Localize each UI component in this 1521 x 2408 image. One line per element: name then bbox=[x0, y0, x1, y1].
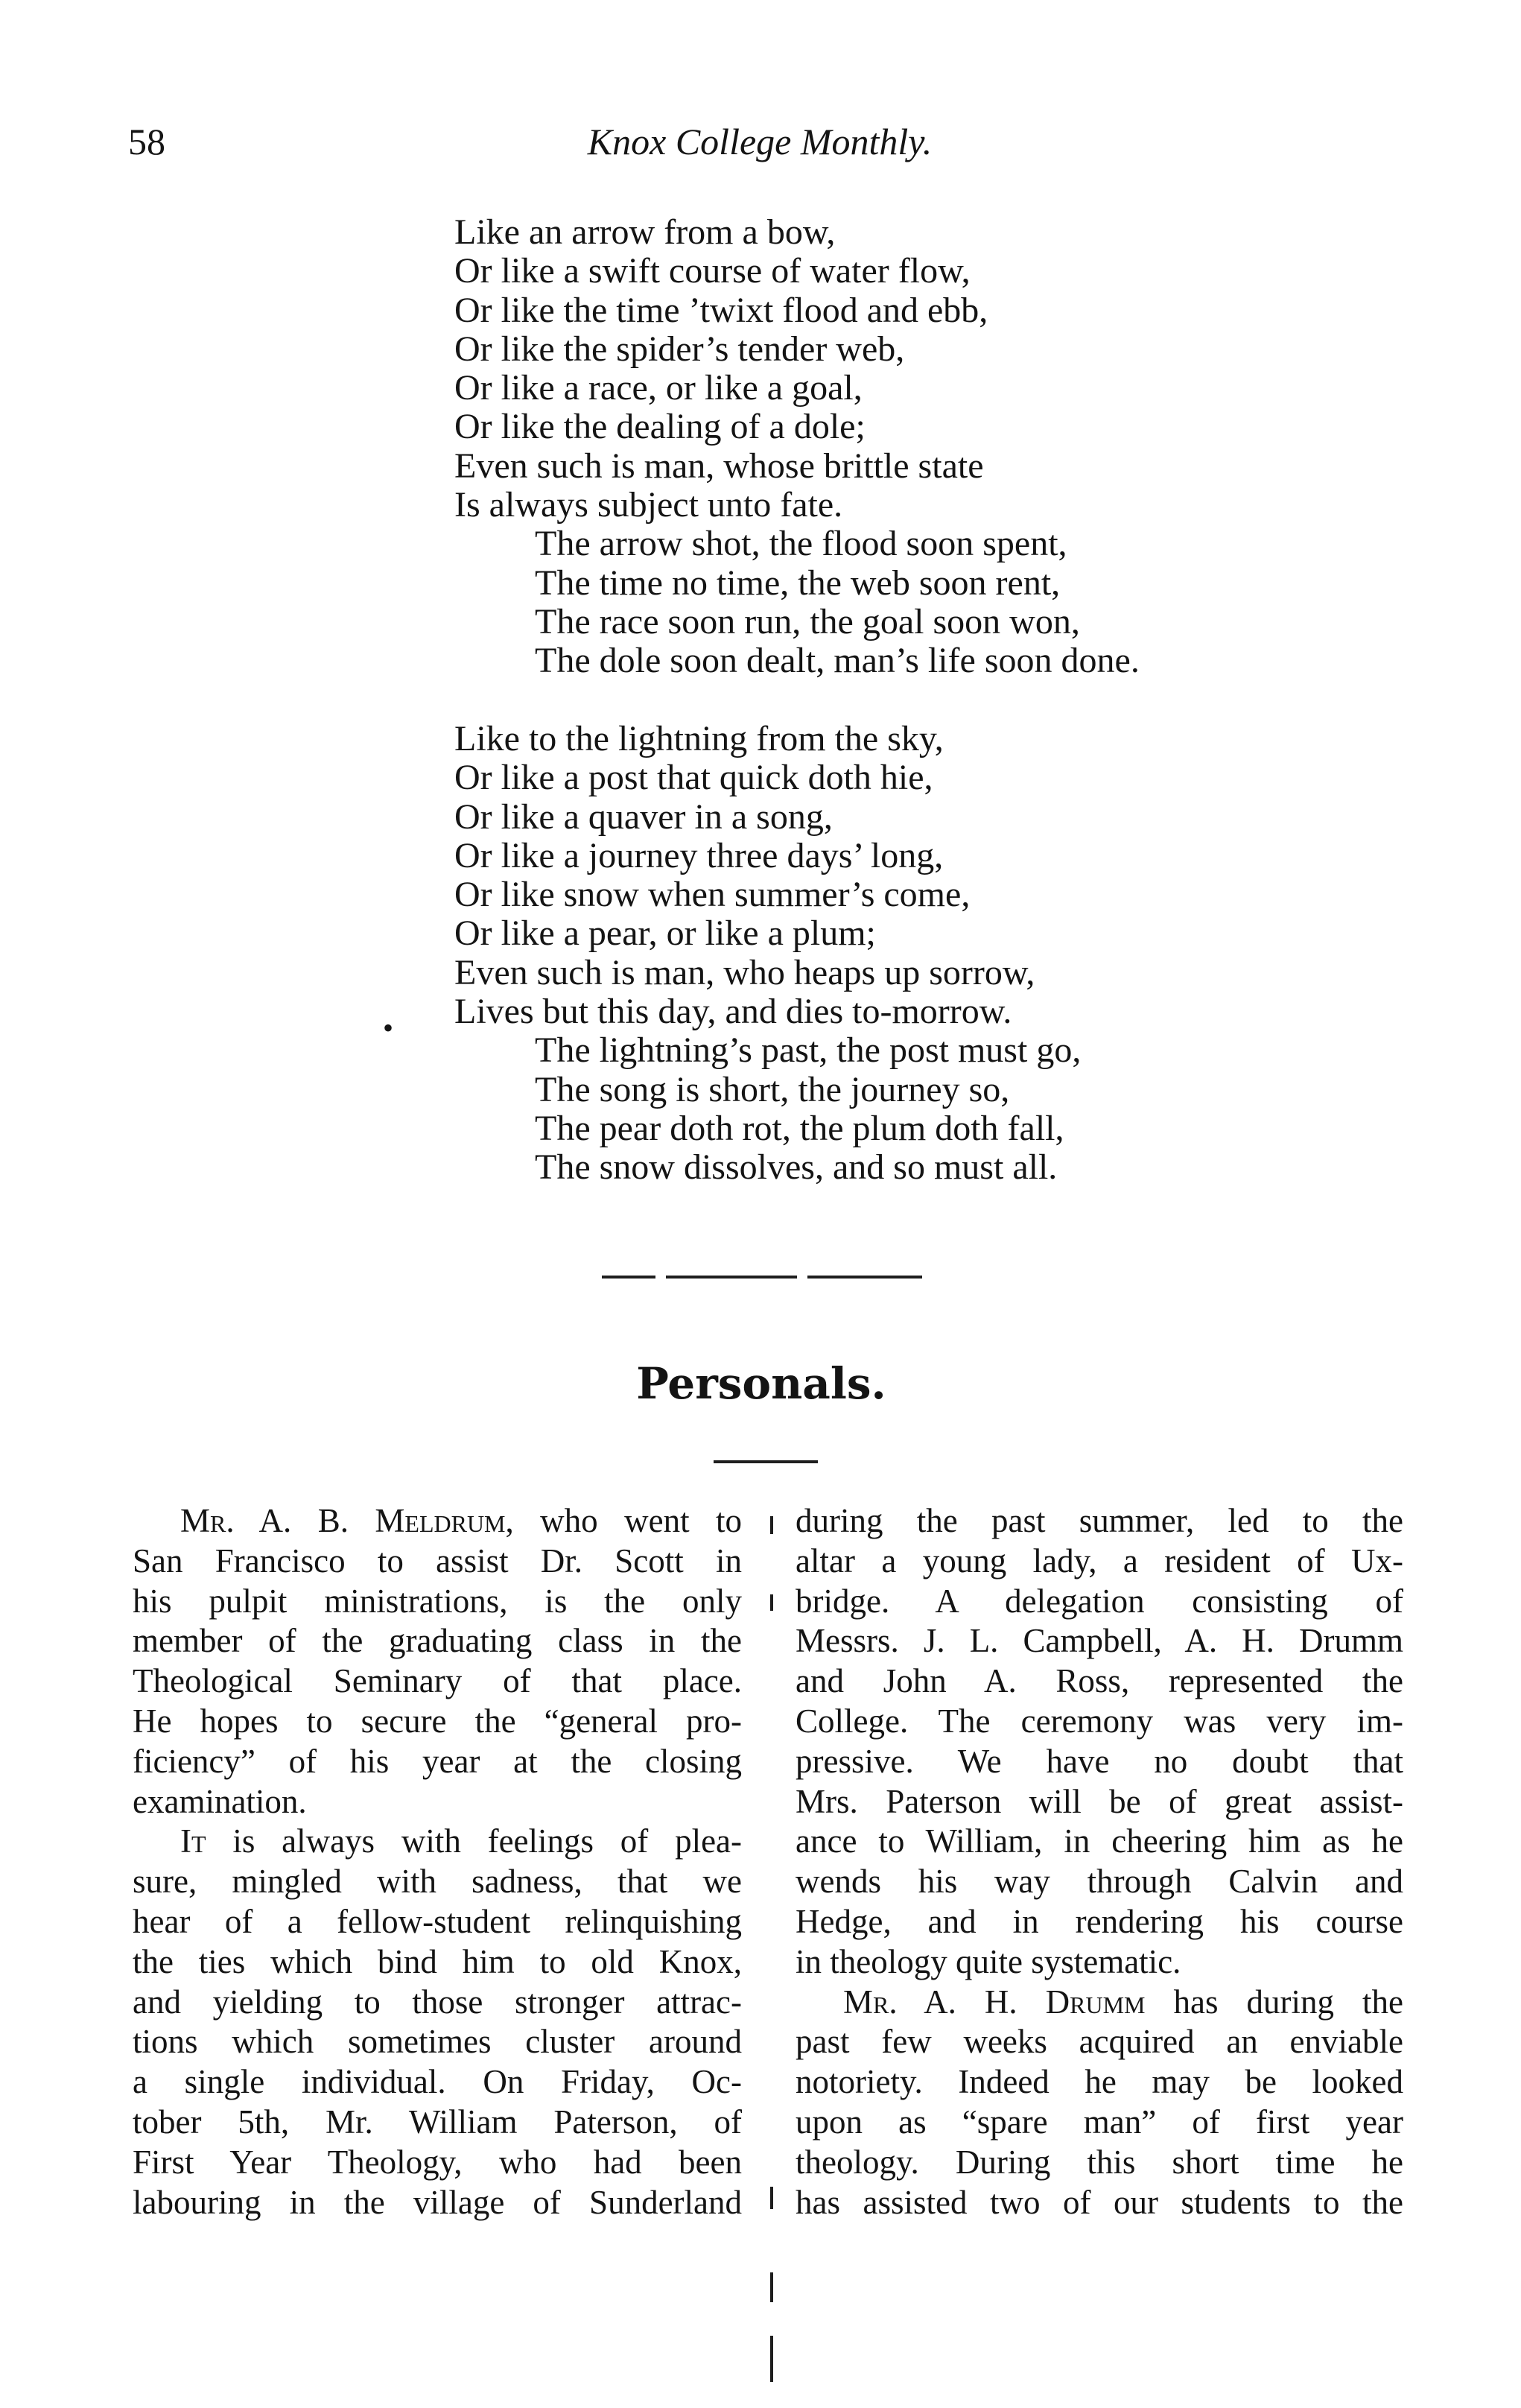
poem-line: Or like snow when summer’s come, bbox=[454, 875, 971, 915]
person-name: Mr. A. B. Meldrum, bbox=[180, 1502, 514, 1539]
text-line: a single individual. On Friday, Oc- bbox=[133, 2063, 742, 2101]
poem-line: Is always subject unto fate. bbox=[454, 485, 843, 525]
poem-line: The race soon run, the goal soon won, bbox=[535, 601, 1080, 641]
poem-line: The dole soon dealt, man’s life soon done. bbox=[535, 641, 1140, 681]
divider-gap bbox=[797, 1273, 807, 1281]
text-line: theology. During this short time he bbox=[796, 2143, 1403, 2181]
text-line: past few weeks acquired an enviable bbox=[796, 2023, 1403, 2061]
margin-mark: • bbox=[383, 1011, 394, 1045]
poem-line: Lives but this day, and dies to-morrow. bbox=[454, 992, 1012, 1032]
poem-stanza-2 bbox=[454, 720, 1423, 1188]
text-line bbox=[796, 1983, 1403, 2023]
text-line: sure, mingled with sadness, that we bbox=[133, 1863, 742, 1901]
left-column bbox=[133, 1501, 742, 2222]
text-line: He hopes to secure the “general pro- bbox=[133, 1702, 742, 1740]
poem-line: Like to the lightning from the sky, bbox=[454, 719, 944, 758]
text-line: bridge. A delegation consisting of bbox=[796, 1582, 1403, 1620]
column-rule bbox=[770, 1594, 773, 1611]
text-line: First Year Theology, who had been bbox=[133, 2143, 742, 2181]
text-line: Theological Seminary of that place. bbox=[133, 1662, 742, 1700]
poem-line: Or like the spider’s tender web, bbox=[454, 329, 905, 369]
text-line bbox=[133, 1822, 742, 1862]
column-rule bbox=[770, 2336, 773, 2382]
text-line: Mrs. Paterson will be of great assist- bbox=[796, 1782, 1403, 1820]
text-line: his pulpit ministrations, is the only bbox=[133, 1582, 742, 1620]
text-line: the ties which bind him to old Knox, bbox=[133, 1942, 742, 1980]
text-line bbox=[133, 1501, 742, 1542]
poem-line: Or like a swift course of water flow, bbox=[454, 251, 971, 291]
page-number: 58 bbox=[128, 121, 165, 162]
poem-line: The song is short, the journey so, bbox=[535, 1069, 1010, 1109]
text-line: labouring in the village of Sunderland bbox=[133, 2183, 742, 2221]
divider-gap bbox=[655, 1273, 666, 1281]
running-title: Knox College Monthly. bbox=[587, 121, 933, 162]
poem-stanza-1 bbox=[454, 213, 1423, 681]
text-fragment: is always with feelings of plea- bbox=[206, 1822, 742, 1860]
section-divider bbox=[602, 1276, 922, 1279]
poem-line: The lightning’s past, the post must go, bbox=[535, 1030, 1082, 1071]
text-line: Hedge, and in rendering his course bbox=[796, 1902, 1403, 1940]
poem-line: Or like the time ’twixt flood and ebb, bbox=[454, 290, 988, 330]
poem-line: The arrow shot, the flood soon spent, bbox=[535, 524, 1067, 564]
column-rule bbox=[770, 2187, 773, 2209]
column-rule bbox=[770, 2272, 773, 2302]
poem-line: Or like a post that quick doth hie, bbox=[454, 758, 933, 798]
text-line: San Francisco to assist Dr. Scott in bbox=[133, 1542, 742, 1580]
person-name: Mr. A. H. Drumm bbox=[843, 1983, 1146, 2021]
text-line: examination. bbox=[133, 1782, 307, 1820]
text-fragment: who went to bbox=[513, 1502, 742, 1539]
poem-line: Or like a pear, or like a plum; bbox=[454, 913, 876, 954]
text-line: and John A. Ross, represented the bbox=[796, 1662, 1403, 1700]
text-line: during the past summer, led to the bbox=[796, 1502, 1403, 1539]
text-line: ficiency” of his year at the closing bbox=[133, 1742, 742, 1780]
poem-line: The snow dissolves, and so must all. bbox=[535, 1147, 1058, 1188]
text-line: pressive. We have no doubt that bbox=[796, 1742, 1403, 1780]
text-line: altar a young lady, a resident of Ux- bbox=[796, 1542, 1403, 1580]
poem-line: Or like a quaver in a song, bbox=[454, 796, 833, 837]
section-title: Personals. bbox=[636, 1358, 886, 1409]
poem-line: Even such is man, who heaps up sorrow, bbox=[454, 952, 1035, 992]
text-fragment: has during the bbox=[1145, 1983, 1403, 2021]
poem-line: The time no time, the web soon rent, bbox=[535, 563, 1061, 603]
text-line: College. The ceremony was very im- bbox=[796, 1702, 1403, 1740]
poem-line: Or like a journey three days’ long, bbox=[454, 835, 944, 875]
text-line: ance to William, in cheering him as he bbox=[796, 1822, 1403, 1860]
poem-line: Or like a race, or like a goal, bbox=[454, 368, 863, 408]
lead-word: It bbox=[180, 1822, 206, 1860]
text-line: hear of a fellow-student relinquishing bbox=[133, 1902, 742, 1940]
text-line: tions which sometimes cluster around bbox=[133, 2023, 742, 2061]
text-line: notoriety. Indeed he may be looked bbox=[796, 2063, 1403, 2101]
poem-line: The pear doth rot, the plum doth fall, bbox=[535, 1108, 1064, 1148]
text-line: has assisted two of our students to the bbox=[796, 2183, 1403, 2221]
text-line: wends his way through Calvin and bbox=[796, 1863, 1403, 1901]
poem-line: Or like the dealing of a dole; bbox=[454, 407, 866, 447]
poem-line: Like an arrow from a bow, bbox=[454, 212, 836, 252]
text-line: Messrs. J. L. Campbell, A. H. Drumm bbox=[796, 1622, 1403, 1660]
text-line: in theology quite systematic. bbox=[796, 1942, 1181, 1980]
column-rule bbox=[770, 1516, 773, 1534]
text-line: upon as “spare man” of first year bbox=[796, 2103, 1403, 2141]
text-line: tober 5th, Mr. William Paterson, of bbox=[133, 2103, 742, 2141]
poem-line: Even such is man, whose brittle state bbox=[454, 446, 984, 486]
right-column bbox=[796, 1501, 1403, 2222]
title-rule bbox=[714, 1460, 818, 1463]
text-line: member of the graduating class in the bbox=[133, 1622, 742, 1660]
text-line: and yielding to those stronger attrac- bbox=[133, 1983, 742, 2021]
